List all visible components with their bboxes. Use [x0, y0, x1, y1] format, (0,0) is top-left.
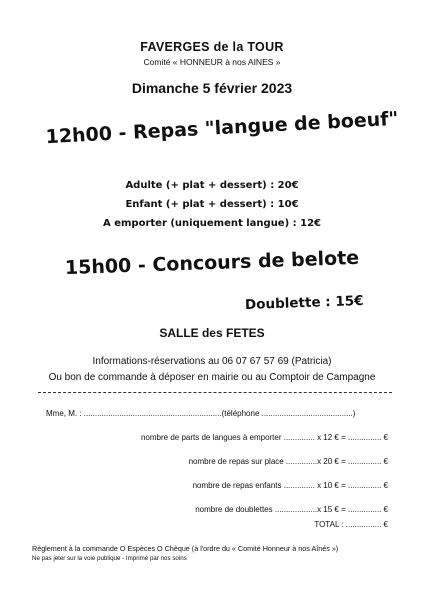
form-total: TOTAL : ................ €: [314, 520, 388, 529]
form-row-meals: nombre de repas sur place ..............x 20 € = ............... €: [188, 457, 388, 466]
name-field: Mme, M. : ..............................................................(téléphone .........................................): [46, 409, 356, 418]
form-row-children: nombre de repas enfants .............. x 10 € = ............... €: [192, 481, 388, 490]
meal-heading: 12h00 - Repas "langue de boeuf": [45, 107, 399, 149]
print-notice: Ne pas jeter sur la voie publique - Imprimé par nos soins: [32, 555, 187, 562]
payment-line: Règlement à la commande O Espèces O Chèque (à l'ordre du « Comité Honneur à nos Aînés »): [32, 544, 339, 553]
price-takeaway: A emporter (uniquement langue) : 12€: [103, 218, 321, 229]
organizer-title: FAVERGES de la TOUR: [140, 40, 284, 54]
order-info: Ou bon de commande à déposer en mairie ou au Comptoir de Campagne: [48, 372, 376, 383]
price-adult: Adulte (+ plat + dessert) : 20€: [125, 180, 299, 191]
venue: SALLE des FETES: [159, 326, 265, 340]
belote-heading: 15h00 - Concours de belote: [64, 246, 360, 280]
event-date: Dimanche 5 février 2023: [131, 80, 293, 96]
belote-price: Doublette : 15€: [245, 292, 365, 314]
cut-line: [38, 392, 392, 393]
form-row-takeaway: nombre de parts de langues à emporter .............. x 12 € = ............... €: [140, 433, 388, 442]
price-child: Enfant (+ plat + dessert) : 10€: [125, 199, 299, 210]
reservation-info: Informations-réservations au 06 07 67 57 69 (Patricia): [92, 356, 332, 367]
form-row-doublettes: nombre de doublettes ...................x 15 € = ............... €: [195, 505, 388, 514]
committee-name: Comité « HONNEUR à nos AINES »: [143, 57, 281, 67]
